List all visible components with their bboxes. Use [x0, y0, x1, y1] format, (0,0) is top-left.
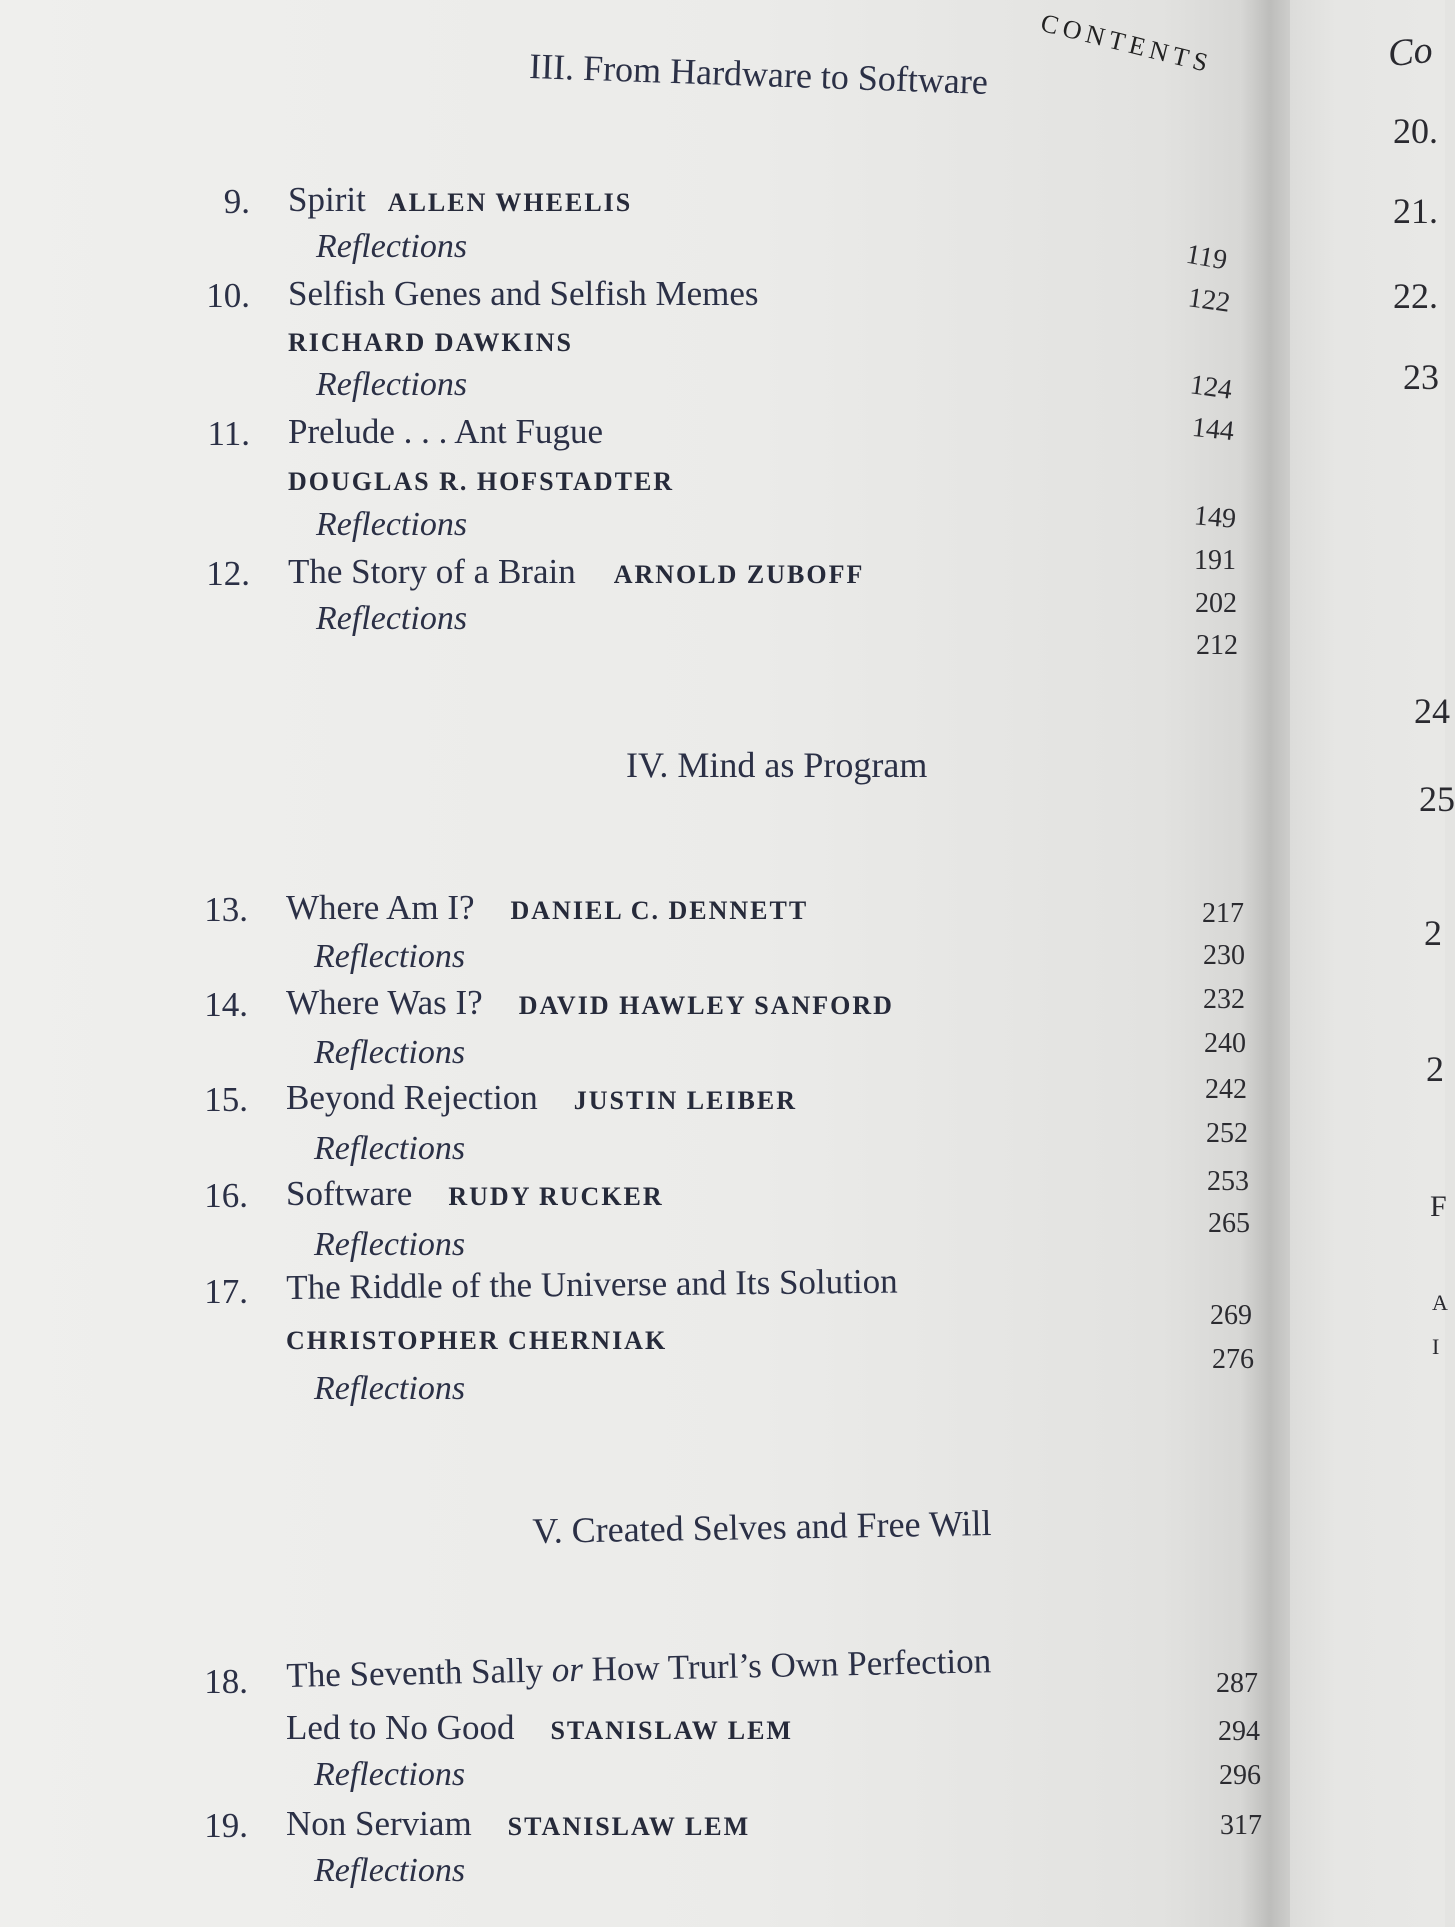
running-head: CONTENTS	[1037, 8, 1216, 79]
page-number: 122	[1186, 282, 1233, 319]
reflections-label[interactable]: Reflections	[314, 1130, 466, 1167]
entry-title[interactable]: The Riddle of the Universe and Its Solution	[286, 1261, 898, 1307]
entry-number: 10.	[206, 276, 250, 315]
reflections-label[interactable]: Reflections	[316, 228, 468, 265]
reflections-label[interactable]: Reflections	[314, 1370, 466, 1407]
page-number: 265	[1208, 1208, 1250, 1239]
entry-author: RUDY RUCKER	[448, 1182, 664, 1211]
title-text: Software	[286, 1174, 413, 1213]
right-page-number: 20.	[1393, 111, 1438, 151]
entry-author: STANISLAW LEM	[550, 1716, 793, 1745]
title-text: Spirit	[288, 180, 366, 219]
entry-author: JUSTIN LEIBER	[573, 1086, 797, 1115]
page-number: 202	[1195, 588, 1237, 619]
entry-author: DOUGLAS R. HOFSTADTER	[288, 467, 675, 496]
title-text: Where Was I?	[286, 983, 483, 1022]
entry-number: 13.	[204, 890, 248, 929]
page-number: 144	[1190, 411, 1236, 448]
title-rest: How Trurl’s Own Perfection	[591, 1641, 992, 1689]
title-text: The Story of a Brain	[288, 552, 576, 591]
entry-title[interactable]: Selfish Genes and Selfish Memes	[288, 274, 759, 313]
page-number: 276	[1212, 1344, 1254, 1375]
reflections-label[interactable]: Reflections	[314, 1756, 466, 1793]
reflections-label[interactable]: Reflections	[316, 506, 468, 543]
right-page-number: 21.	[1393, 191, 1438, 231]
page-number: 212	[1196, 630, 1238, 661]
right-page-number: F	[1430, 1190, 1447, 1223]
page-number: 296	[1219, 1760, 1261, 1791]
entry-title[interactable]: Prelude . . . Ant Fugue	[288, 412, 603, 451]
title-text: Non Serviam	[286, 1804, 472, 1843]
right-page-number: 23	[1403, 357, 1439, 397]
entry-title[interactable]	[286, 1174, 664, 1214]
right-page-number: 2	[1426, 1049, 1444, 1089]
entry-author: DAVID HAWLEY SANFORD	[518, 991, 894, 1020]
page-number: 232	[1203, 984, 1245, 1015]
entry-title[interactable]	[288, 180, 632, 220]
title-text: Where Am I?	[286, 888, 475, 927]
right-page-number: 22.	[1393, 276, 1438, 316]
entry-author: ALLEN WHEELIS	[387, 188, 633, 217]
title-text: Beyond Rejection	[286, 1078, 538, 1117]
entry-title[interactable]	[286, 1078, 797, 1118]
right-page-number: A	[1432, 1290, 1448, 1315]
title-text: The Seventh Sally	[286, 1650, 544, 1695]
right-page-number: 25	[1419, 779, 1455, 819]
page-number: 240	[1204, 1028, 1246, 1059]
entry-number: 9.	[223, 182, 250, 221]
entry-number: 18.	[204, 1662, 248, 1701]
page-number: 252	[1206, 1118, 1248, 1149]
page-number: 269	[1210, 1300, 1252, 1331]
entry-author: RICHARD DAWKINS	[288, 328, 573, 357]
page-number: 317	[1220, 1810, 1262, 1841]
part-title-v: V. Created Selves and Free Will	[532, 1502, 992, 1551]
right-page-number: 2	[1424, 913, 1442, 953]
page-number: 149	[1192, 500, 1238, 535]
right-page-number: I	[1432, 1334, 1440, 1359]
entry-title[interactable]	[286, 888, 808, 928]
entry-author: STANISLAW LEM	[507, 1812, 751, 1841]
reflections-label[interactable]: Reflections	[316, 600, 468, 637]
reflections-label[interactable]: Reflections	[314, 1852, 466, 1889]
entry-author: DANIEL C. DENNETT	[510, 896, 809, 925]
entry-title[interactable]	[286, 1804, 750, 1844]
page-number: 294	[1218, 1716, 1260, 1747]
entry-number: 17.	[204, 1272, 248, 1311]
page-number: 230	[1203, 940, 1245, 971]
entry-number: 12.	[206, 554, 250, 593]
entry-title[interactable]	[286, 983, 894, 1023]
right-page-heading: Co	[1385, 28, 1435, 76]
title-or: or	[551, 1649, 584, 1690]
reflections-label[interactable]: Reflections	[314, 1226, 466, 1263]
page-number: 253	[1207, 1166, 1249, 1197]
entry-title-line2	[286, 1708, 793, 1748]
reflections-label[interactable]: Reflections	[314, 938, 466, 975]
part-title-iv: IV. Mind as Program	[626, 745, 928, 785]
right-page-number: 24	[1414, 691, 1450, 731]
entry-title[interactable]	[288, 552, 864, 592]
entry-author: ARNOLD ZUBOFF	[613, 560, 865, 589]
entry-number: 16.	[204, 1176, 248, 1215]
entry-author: CHRISTOPHER CHERNIAK	[286, 1326, 668, 1355]
title-line2-text: Led to No Good	[286, 1708, 515, 1747]
page-number: 191	[1194, 545, 1236, 576]
entry-number: 15.	[204, 1080, 248, 1119]
page-number: 217	[1202, 898, 1244, 929]
entry-number: 19.	[204, 1806, 248, 1845]
reflections-label[interactable]: Reflections	[314, 1034, 466, 1071]
entry-number: 14.	[204, 985, 248, 1024]
page-number: 242	[1205, 1074, 1247, 1105]
page-number: 287	[1216, 1668, 1258, 1699]
page-number: 124	[1188, 369, 1235, 406]
entry-number: 11.	[207, 414, 250, 453]
part-title-iii: III. From Hardware to Software	[528, 45, 989, 102]
page-number: 119	[1183, 238, 1230, 277]
reflections-label[interactable]: Reflections	[316, 366, 468, 403]
